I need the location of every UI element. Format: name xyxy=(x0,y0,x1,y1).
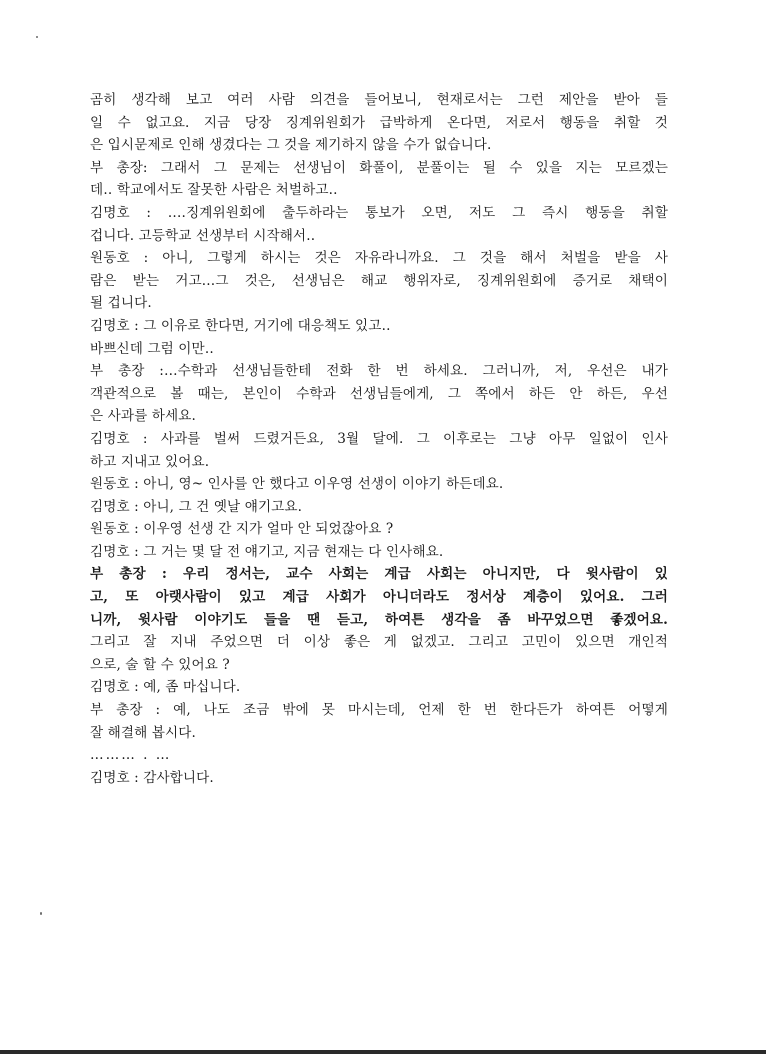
transcript-line: 은 사과를 하세요. xyxy=(90,408,196,425)
transcript-line: 김명호 : 아니, 그 건 옛날 얘기고요. xyxy=(90,498,303,515)
transcript-line: 으로, 술 할 수 있어요 ? xyxy=(90,656,230,673)
transcript-body xyxy=(90,89,668,789)
transcript-line: 람은 받는 거고…그 것은, 선생님은 해교 행위자로, 징계위원회에 증거로 채택이 xyxy=(90,272,668,289)
transcript-line: 원동호 : 이우영 선생 간 지가 얼마 안 되었잖아요 ? xyxy=(90,521,394,538)
transcript-line: 하고 지내고 있어요. xyxy=(90,453,210,470)
transcript-line: 김명호 : 사과를 벌써 드렸거든요, 3월 달에. 그 이후로는 그냥 아무 일없이 인사 xyxy=(90,430,668,447)
transcript-line: 니까, 윗사람 이야기도 들을 땐 듣고, 하여튼 생각을 좀 바꾸었으면 좋겠어요. xyxy=(90,611,668,628)
transcript-line: 될 겁니다. xyxy=(90,295,152,312)
transcript-line: 바쁘신데 그럼 이만‥ xyxy=(90,340,214,357)
transcript-line: 부 총장 : 예, 나도 조금 밖에 못 마시는데, 언제 한 번 한다든가 하여튼 어떻게 xyxy=(90,702,668,719)
transcript-line: 그리고 잘 지내 주었으면 더 이상 좋은 게 없겠고. 그리고 고민이 있으면 개인적 xyxy=(90,634,668,651)
scan-speck-top-left xyxy=(36,36,38,38)
scan-bottom-edge xyxy=(0,1050,766,1054)
transcript-line: 김명호 : 그 거는 몇 달 전 얘기고, 지금 현재는 다 인사해요. xyxy=(90,543,444,560)
transcript-line: 은 입시문제로 인해 생겼다는 그 것을 제기하지 않을 수가 없습니다. xyxy=(90,137,492,154)
transcript-line: 부 총장 : 우리 정서는, 교수 사회는 계급 사회는 아니지만, 다 윗사람이 있 xyxy=(90,566,668,583)
transcript-line: ……… . … xyxy=(90,747,172,764)
transcript-line: 곰히 생각해 보고 여러 사람 의견을 들어보니, 현재로서는 그런 제안을 받아 들 xyxy=(90,92,668,108)
scan-speck-left xyxy=(40,912,42,915)
transcript-line: 겁니다. 고등학교 선생부터 시작해서‥ xyxy=(90,227,316,244)
transcript-line: 일 수 없고요. 지금 당장 징계위원회가 급박하게 온다면, 저로서 행동을 취할 것 xyxy=(90,114,668,131)
transcript-line: 부 총장: 그래서 그 문제는 선생님이 화풀이, 분풀이는 될 수 있을 지는 모르겠는 xyxy=(90,159,668,176)
transcript-line: 부 총장 :…수학과 선생님들한테 전화 한 번 하세요. 그러니까, 저, 우선은 내가 xyxy=(90,363,668,380)
transcript-line: 김명호 : 감사합니다. xyxy=(90,769,214,786)
transcript-line: 김명호 : ‥‥징계위원회에 출두하라는 통보가 오면, 저도 그 즉시 행동을 취할 xyxy=(90,204,668,221)
transcript-line: 잘 해결해 봅시다. xyxy=(90,724,196,741)
transcript-line: 객관적으로 볼 때는, 본인이 수학과 선생님들에게, 그 쪽에서 하든 안 하든, 우선 xyxy=(90,385,668,402)
transcript-line: 원동호 : 아니, 영~ 인사를 안 했다고 이우영 선생이 이야기 하든데요. xyxy=(90,476,504,493)
transcript-line: 원동호 : 아니, 그렇게 하시는 것은 자유라니까요. 그 것을 해서 처벌을 받을 사 xyxy=(90,250,668,267)
transcript-line: 데‥ 학교에서도 잘못한 사람은 처벌하고‥ xyxy=(90,182,338,199)
transcript-line: 김명호 : 그 이유로 한다면, 거기에 대응책도 있고‥ xyxy=(90,317,391,334)
transcript-line: 김명호 : 예, 좀 마십니다. xyxy=(90,679,241,696)
transcript-line: 고, 또 아랫사람이 있고 계급 사회가 아니더라도 정서상 계층이 있어요. 그러 xyxy=(90,589,668,606)
